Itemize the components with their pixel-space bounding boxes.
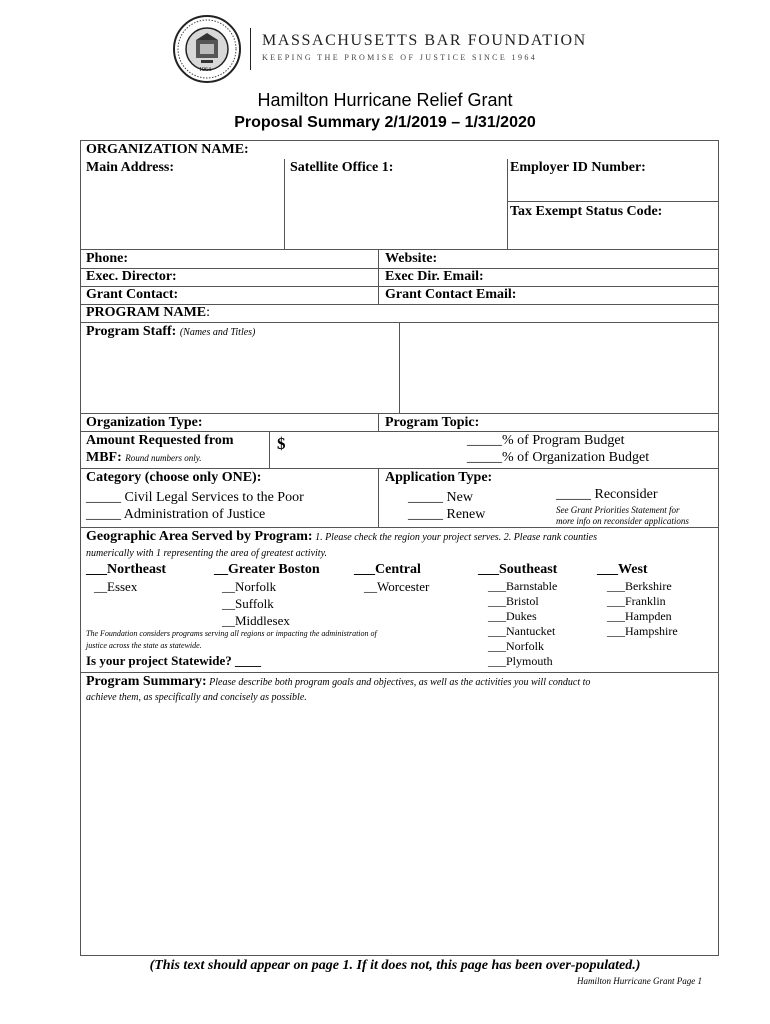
rule <box>378 249 379 304</box>
application-renew-option[interactable]: _____ Renew <box>408 507 486 522</box>
geographic-area-instruction: 1. Please check the region your project serves. 2. Please rank counties <box>312 532 598 543</box>
program-summary-label: Program Summary: <box>86 674 207 689</box>
region-central <box>354 562 429 595</box>
page-footer-label: Hamilton Hurricane Grant Page 1 <box>577 976 702 986</box>
application-type-heading: Application Type: <box>385 470 493 485</box>
county-norfolk-se[interactable]: ___Norfolk <box>488 639 544 653</box>
region-northeast <box>86 562 166 595</box>
county-plymouth[interactable]: ___Plymouth <box>488 654 553 668</box>
foundation-tagline: KEEPING THE PROMISE OF JUSTICE SINCE 1964 <box>262 53 538 62</box>
rule <box>80 413 719 414</box>
county-suffolk[interactable]: __Suffolk <box>222 596 274 611</box>
main-address-field[interactable]: Main Address: <box>86 160 175 175</box>
program-budget-percent-field[interactable]: _____% of Program Budget <box>467 433 625 448</box>
grant-contact-email-field[interactable]: Grant Contact Email: <box>385 287 517 302</box>
rule <box>284 159 285 249</box>
geographic-area-instruction-line2: numerically with 1 representing the area of greatest activity. <box>86 548 327 559</box>
program-summary-heading <box>86 674 590 690</box>
rule <box>269 431 270 468</box>
organization-type-field[interactable]: Organization Type: <box>86 415 203 430</box>
program-summary-instruction: Please describe both program goals and objectives, as well as the activities you will conduct to <box>206 677 591 688</box>
mbf-label-line <box>86 450 202 466</box>
satellite-office-field[interactable]: Satellite Office 1: <box>290 160 394 175</box>
tax-exempt-field[interactable]: Tax Exempt Status Code: <box>510 204 663 219</box>
region-greater-boston <box>214 562 320 629</box>
amount-dollar-field[interactable]: $ <box>277 434 286 453</box>
phone-field[interactable]: Phone: <box>86 251 128 266</box>
region-west <box>597 562 678 639</box>
rule <box>378 468 379 527</box>
program-name-field[interactable] <box>86 305 210 321</box>
region-name[interactable]: ___Central <box>354 562 421 577</box>
region-name[interactable]: ___West <box>597 562 648 577</box>
org-budget-percent-field[interactable]: _____% of Organization Budget <box>467 450 650 465</box>
region-name[interactable]: __Greater Boston <box>214 562 320 577</box>
geographic-area-label: Geographic Area Served by Program: <box>86 529 313 544</box>
overflow-warning: (This text should appear on page 1. If it does not, this page has been over-populated.) <box>149 958 641 973</box>
program-staff-label: Program Staff: <box>86 324 177 339</box>
rule <box>507 159 508 249</box>
website-field[interactable]: Website: <box>385 251 438 266</box>
category-civil-legal-option[interactable]: _____ Civil Legal Services to the Poor <box>86 490 304 505</box>
county-bristol[interactable]: ___Bristol <box>488 594 539 608</box>
program-name-colon: : <box>206 305 211 320</box>
rule <box>80 468 719 469</box>
rule <box>378 413 379 431</box>
region-southeast <box>478 562 557 669</box>
program-summary-instruction-line2: achieve them, as specifically and concisely as possible. <box>86 692 307 703</box>
county-worcester[interactable]: __Worcester <box>364 579 430 594</box>
amount-requested-label: Amount Requested from <box>86 433 234 448</box>
grant-contact-field[interactable]: Grant Contact: <box>86 287 179 302</box>
foundation-seal <box>172 14 242 84</box>
round-numbers-note: Round numbers only. <box>125 453 202 463</box>
rule <box>80 431 719 432</box>
county-nantucket[interactable]: ___Nantucket <box>488 624 556 638</box>
county-norfolk[interactable]: __Norfolk <box>222 579 277 594</box>
region-name[interactable]: ___Southeast <box>478 562 558 577</box>
application-new-option[interactable]: _____ New <box>408 490 473 505</box>
county-hampden[interactable]: ___Hampden <box>607 609 672 623</box>
statewide-question-field[interactable]: Is your project Statewide? ____ <box>86 653 262 668</box>
statewide-note-line1: The Foundation considers programs serving all regions or impacting the administration of <box>86 629 377 638</box>
geographic-area-heading <box>86 529 597 545</box>
organization-name-field[interactable]: ORGANIZATION NAME: <box>86 142 249 157</box>
rule <box>399 322 400 413</box>
proposal-summary-title: Proposal Summary 2/1/2019 – 1/31/2020 <box>234 114 536 131</box>
reconsider-note-line1: See Grant Priorities Statement for <box>556 505 680 515</box>
exec-email-field[interactable]: Exec Dir. Email: <box>385 269 484 284</box>
statewide-note-line2: justice across the state as statewide. <box>86 641 202 650</box>
exec-director-field[interactable]: Exec. Director: <box>86 269 177 284</box>
program-staff-hint: (Names and Titles) <box>179 327 256 338</box>
program-name-label: PROGRAM NAME <box>86 305 207 320</box>
application-reconsider-option[interactable]: _____ Reconsider <box>556 487 658 502</box>
header-divider <box>250 28 251 70</box>
county-dukes[interactable]: ___Dukes <box>488 609 537 623</box>
rule <box>80 249 719 250</box>
region-name[interactable]: ___Northeast <box>86 562 167 577</box>
county-middlesex[interactable]: __Middlesex <box>222 613 290 628</box>
reconsider-note-line2: more info on reconsider applications <box>556 516 689 526</box>
program-summary-textarea[interactable] <box>82 708 717 954</box>
county-barnstable[interactable]: ___Barnstable <box>488 579 558 593</box>
program-topic-field[interactable]: Program Topic: <box>385 415 480 430</box>
county-berkshire[interactable]: ___Berkshire <box>607 579 672 593</box>
county-franklin[interactable]: ___Franklin <box>607 594 666 608</box>
foundation-name: MASSACHUSETTS BAR FOUNDATION <box>262 32 587 49</box>
grant-title: Hamilton Hurricane Relief Grant <box>257 90 513 110</box>
rule <box>80 527 719 528</box>
category-heading: Category (choose only ONE): <box>86 470 262 485</box>
county-hampshire[interactable]: ___Hampshire <box>607 624 678 638</box>
seal-year: 1964 <box>199 67 211 73</box>
employer-id-field[interactable]: Employer ID Number: <box>510 160 646 175</box>
category-admin-justice-option[interactable]: _____ Administration of Justice <box>86 507 266 522</box>
rule <box>507 201 719 202</box>
program-staff-field[interactable] <box>86 324 255 340</box>
mbf-label: MBF: <box>86 450 122 465</box>
rule <box>80 672 719 673</box>
county-essex[interactable]: __Essex <box>94 579 138 594</box>
